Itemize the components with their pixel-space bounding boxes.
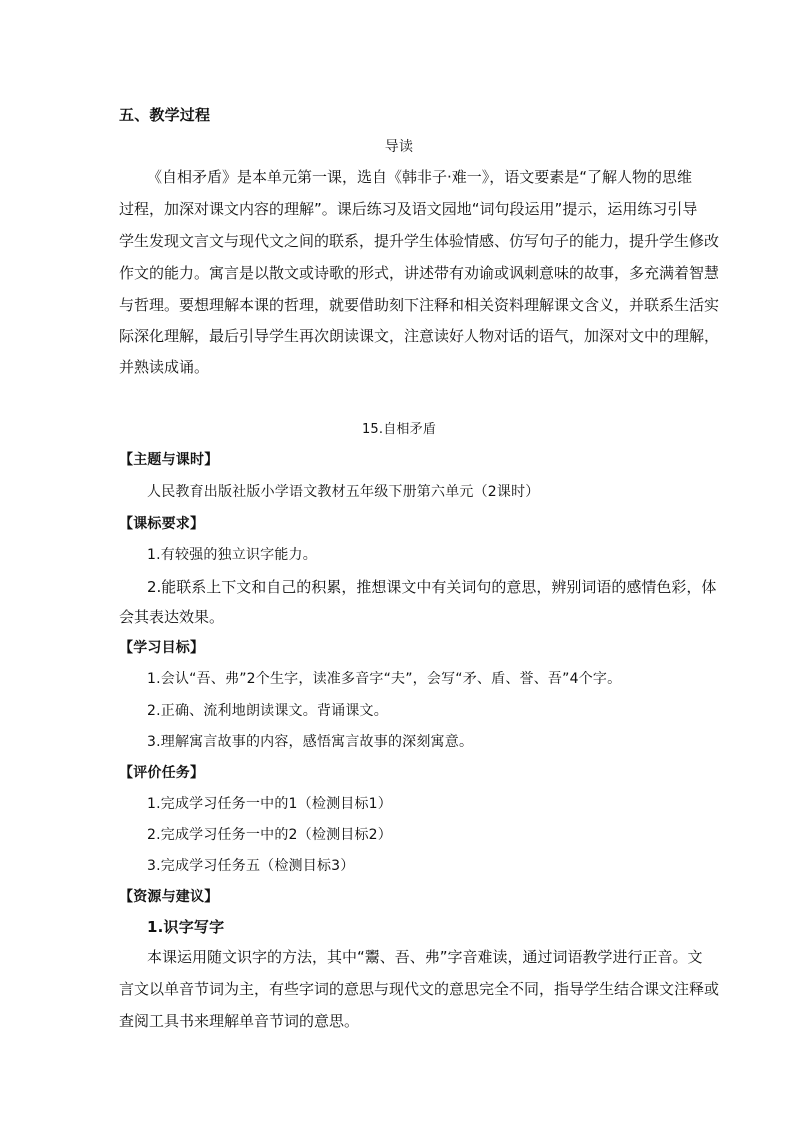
goals-item: 3.理解寓言故事的内容，感悟寓言故事的深刻寓意。 [147,734,474,750]
goals-heading: 【学习目标】 [119,640,205,656]
goals-item: 1.会认“吾、弗”2个生字，读准多音字“夫”，会写“矛、盾、誉、吾”4个字。 [147,671,622,687]
standards-item-continued: 会其表达效果。 [119,608,225,626]
assessment-heading: 【评价任务】 [119,765,205,781]
intro-line: 过程，加深对课文内容的理解”。课后练习及语文园地“词句段运用”提示，运用练习引导 [119,200,698,218]
intro-line: 际深化理解，最后引导学生再次朗读课文，注意读好人物对话的语气，加深对文中的理解， [119,327,720,345]
assessment-item: 1.完成学习任务一中的1（检测目标1） [147,796,392,812]
theme-heading: 【主题与课时】 [119,452,219,468]
assessment-item: 2.完成学习任务一中的2（检测目标2） [147,827,392,843]
intro-line: 并熟读成诵。 [119,358,210,376]
goals-item: 2.正确、流利地朗读课文。背诵课文。 [147,703,388,719]
standards-item: 2.能联系上下文和自己的积累，推想课文中有关词句的意思，辨别词语的感情色彩，体 [147,578,717,596]
resources-subheading: 1.识字写字 [147,918,225,936]
intro-line: 与哲理。要想理解本课的哲理，就要借助刻下注释和相关资料理解课文含义，并联系生活实 [119,296,720,314]
standards-item: 1.有较强的独立识字能力。 [147,547,317,563]
resources-heading: 【资源与建议】 [119,889,219,905]
resources-line: 言文以单音节词为主，有些字词的意思与现代文的意思完全不同，指导学生结合课文注释或 [119,980,720,998]
theme-text: 人民教育出版社版小学语文教材五年级下册第六单元（2课时） [147,484,540,500]
assessment-item: 3.完成学习任务五（检测目标3） [147,858,355,874]
intro-line: 学生发现文言文与现代文之间的联系，提升学生体验情感、仿写句子的能力，提升学生修改 [119,232,720,250]
standards-heading: 【课标要求】 [119,516,205,532]
resources-line: 查阅工具书来理解单音节词的意思。 [119,1012,360,1030]
section-heading: 五、教学过程 [119,106,211,124]
intro-line: 作文的能力。寓言是以散文或诗歌的形式，讲述带有劝谕或讽刺意味的故事，多充满着智慧 [119,264,720,282]
resources-line: 本课运用随文识字的方法，其中“鬻、吾、弗”字音难读，通过词语教学进行正音。文 [147,948,703,966]
lesson-title: 15.自相矛盾 [361,422,437,437]
intro-title: 导读 [384,139,414,155]
intro-line: 《自相矛盾》是本单元第一课，选自《韩非子·难一》，语文要素是“了解人物的思维 [147,168,693,186]
